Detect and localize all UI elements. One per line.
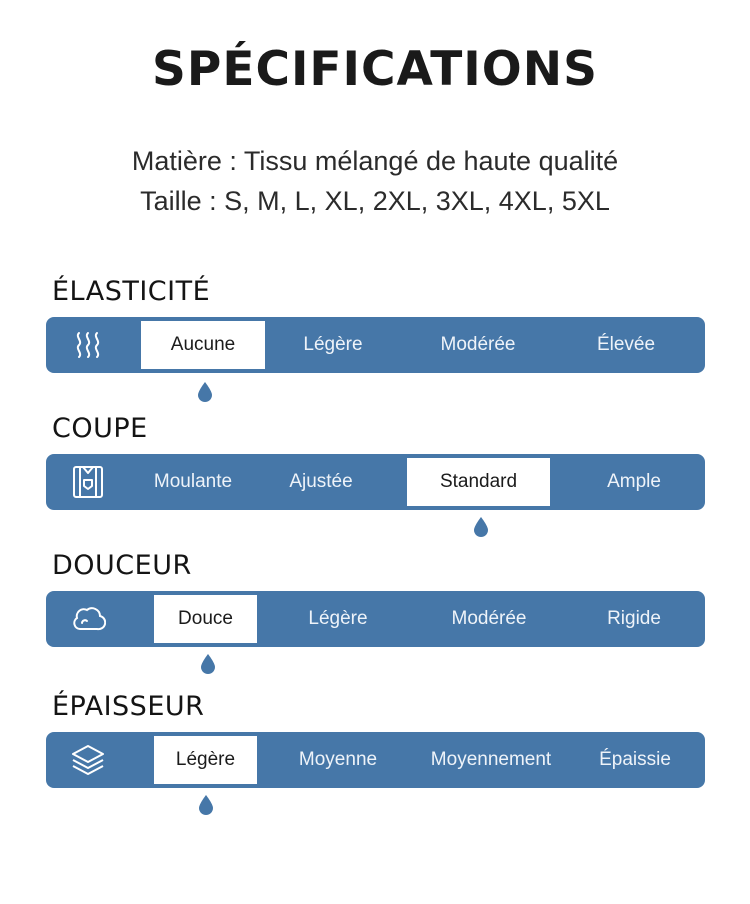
thickness-option: Épaissie (599, 749, 671, 770)
thickness-option-selected: Légère (154, 736, 257, 784)
elasticity-scale (46, 317, 705, 373)
softness-option: Rigide (607, 608, 661, 629)
fit-option: Ajustée (289, 471, 353, 492)
elasticity-option: Élevée (596, 334, 656, 355)
fit-option: Moulante (153, 471, 233, 492)
stretch-waves-icon (70, 327, 106, 363)
cloud-icon (70, 601, 106, 637)
softness-marker-icon (201, 654, 215, 674)
thickness-option: Moyenne (298, 749, 378, 770)
elasticity-option: Légère (303, 334, 363, 355)
elasticity-option-selected: Aucune (141, 321, 265, 369)
fit-scale (46, 454, 705, 510)
fit-marker-icon (474, 517, 488, 537)
fit-option: Ample (607, 471, 661, 492)
softness-title: DOUCEUR (52, 550, 192, 581)
elasticity-title: ÉLASTICITÉ (52, 276, 211, 307)
material-info: Matière : Tissu mélangé de haute qualité (131, 146, 619, 176)
size-info: Taille : S, M, L, XL, 2XL, 3XL, 4XL, 5XL (140, 186, 610, 216)
thickness-title: ÉPAISSEUR (52, 691, 205, 722)
thickness-marker-icon (199, 795, 213, 815)
shirt-icon (70, 464, 106, 500)
elasticity-marker-icon (198, 382, 212, 402)
thickness-option: Moyennement (430, 749, 552, 770)
elasticity-option: Modérée (440, 334, 516, 355)
layers-icon (70, 742, 106, 778)
fit-title: COUPE (52, 413, 148, 444)
softness-scale (46, 591, 705, 647)
softness-option-selected: Douce (154, 595, 257, 643)
softness-option: Modérée (451, 608, 527, 629)
softness-option: Légère (308, 608, 368, 629)
fit-option-selected: Standard (407, 458, 550, 506)
page-title: SPÉCIFICATIONS (152, 42, 598, 97)
thickness-scale (46, 732, 705, 788)
